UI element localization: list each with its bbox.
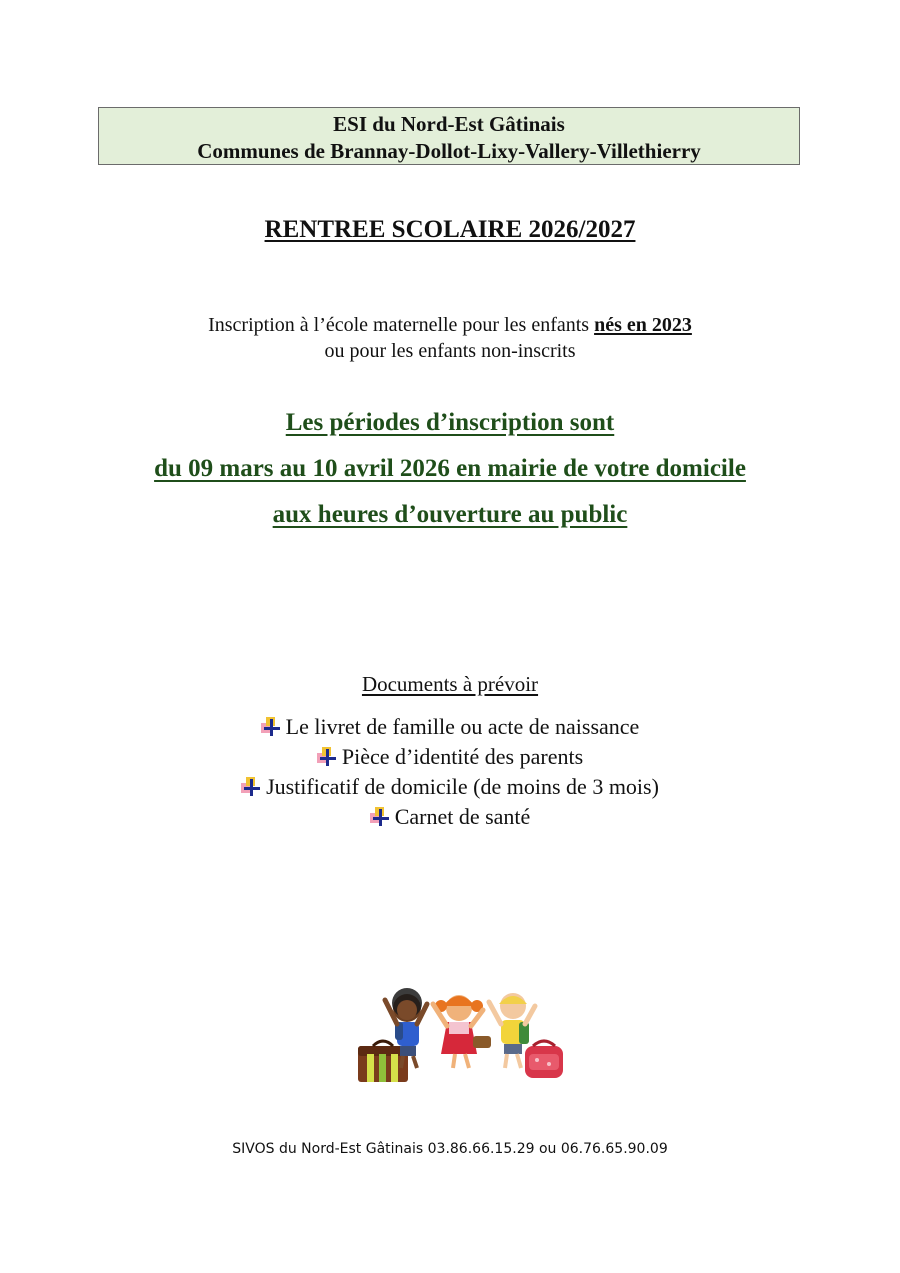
documents-heading: Documents à prévoir — [361, 672, 539, 696]
document-item-label: Le livret de famille ou acte de naissance — [285, 714, 640, 739]
periods-line-1: Les périodes d’inscription sont — [285, 409, 615, 436]
cross-bullet-icon — [241, 777, 260, 796]
list-item — [0, 772, 900, 802]
footer-contact: SIVOS du Nord-Est Gâtinais 03.86.66.15.29 ou 06.76.65.90.09 — [232, 1141, 668, 1157]
children-with-school-bags-illustration — [355, 988, 570, 1088]
intro-line-1-prefix: Inscription à l’école maternelle pour les enfants — [208, 314, 595, 336]
cross-bullet-icon — [370, 807, 389, 826]
periods-line-2: du 09 mars au 10 avril 2026 en mairie de votre domicile — [154, 455, 746, 482]
header-title: ESI du Nord-Est Gâtinais — [333, 112, 565, 136]
document-item-label: Carnet de santé — [394, 804, 531, 829]
intro-line-2: ou pour les enfants non-inscrits — [324, 340, 576, 362]
list-item — [0, 802, 900, 832]
document-item-label: Pièce d’identité des parents — [341, 744, 584, 769]
cross-bullet-icon — [317, 747, 336, 766]
page-title: RENTREE SCOLAIRE 2026/2027 — [264, 216, 636, 243]
cross-bullet-icon — [261, 717, 280, 736]
document-item-label: Justificatif de domicile (de moins de 3 mois) — [266, 774, 659, 799]
list-item — [0, 742, 900, 772]
header-box — [98, 107, 800, 165]
registration-periods — [0, 404, 900, 542]
periods-line-3: aux heures d’ouverture au public — [272, 501, 628, 528]
intro-text — [0, 312, 900, 364]
intro-birth-year: nés en 2023 — [594, 314, 692, 336]
intro-line-1 — [0, 312, 900, 338]
list-item — [0, 712, 900, 742]
header-communes: Communes de Brannay-Dollot-Lixy-Vallery-Villethierry — [197, 139, 701, 163]
documents-list — [0, 712, 900, 832]
